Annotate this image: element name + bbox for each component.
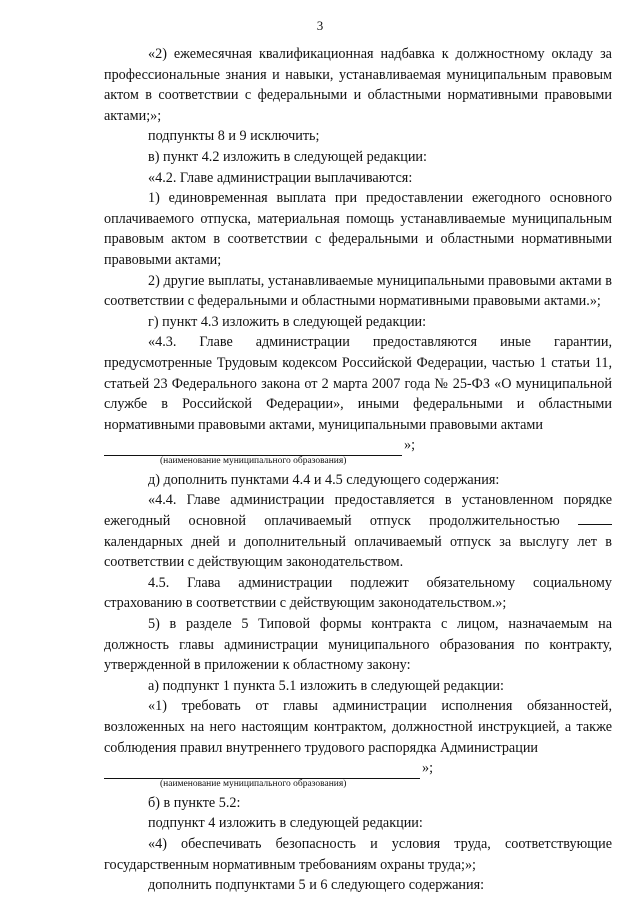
paragraph: «4.2. Главе администрации выплачиваются: bbox=[148, 169, 413, 186]
paragraph: «4.3. Главе администрации предоставляются иные гарантии, предусмотренные Трудовым кодексом Российской Федерации, частью 1 статьи 11, статьей 23 Федерального закона от 2 марта 2007 года № 25-ФЗ «О муниципальной службе в Российской Федерации», иными федеральными и областными нормативными правовыми актами, муниципальными правовыми актами bbox=[104, 334, 612, 433]
paragraph: в) пункт 4.2 изложить в следующей редакции: bbox=[148, 148, 427, 165]
document-body bbox=[104, 44, 612, 896]
paragraph: 2) другие выплаты, устанавливаемые муниципальными правовыми актами в соответствии с федеральными и областными нормативными правовыми актами.»; bbox=[104, 272, 612, 310]
blank-caption: (наименование муниципального образования) bbox=[160, 778, 347, 789]
paragraph: подпункты 8 и 9 исключить; bbox=[148, 128, 320, 145]
blank-tail: »; bbox=[422, 760, 434, 777]
blank-line-municipality bbox=[104, 758, 612, 779]
paragraph: «2) ежемесячная квалификационная надбавка к должностному окладу за профессиональные знания и навыки, устанавливаемая муниципальным правовым актом в соответствии с федеральными и областными нормативными правовыми актами;»; bbox=[104, 46, 612, 124]
blank-caption: (наименование муниципального образования) bbox=[160, 455, 347, 466]
paragraph-part: «4.4. Главе администрации предоставляется в установленном порядке ежегодный основной оплачиваемый отпуск продолжительностью bbox=[104, 492, 612, 530]
blank-days bbox=[578, 512, 612, 525]
paragraph: дополнить подпунктами 5 и 6 следующего содержания: bbox=[148, 877, 485, 894]
blank-underline bbox=[104, 440, 402, 456]
blank-underline bbox=[104, 763, 420, 779]
paragraph: 5) в разделе 5 Типовой формы контракта с лицом, назначаемым на должность главы администрации муниципального образования по контракту, утвержденной в приложении к областному закону: bbox=[104, 616, 612, 674]
paragraph: б) в пункте 5.2: bbox=[148, 794, 241, 811]
paragraph: 1) единовременная выплата при предоставлении ежегодного основного оплачиваемого отпуска, материальная помощь устанавливаемые муниципальным правовым актом в соответствии с федеральными и областными нормативными правовыми актами; bbox=[104, 190, 612, 268]
paragraph-part: календарных дней и дополнительный оплачиваемый отпуск за выслугу лет в соответствии с действующим законодательством. bbox=[104, 533, 612, 571]
page-number: 3 bbox=[316, 18, 324, 33]
paragraph: подпункт 4 изложить в следующей редакции: bbox=[148, 815, 423, 832]
paragraph bbox=[104, 490, 612, 572]
blank-tail: »; bbox=[404, 437, 416, 454]
paragraph: г) пункт 4.3 изложить в следующей редакции: bbox=[148, 313, 427, 330]
paragraph: 4.5. Глава администрации подлежит обязательному социальному страхованию в соответствии с действующим законодательством.»; bbox=[104, 574, 612, 612]
paragraph: д) дополнить пунктами 4.4 и 4.5 следующего содержания: bbox=[148, 471, 500, 488]
paragraph: а) подпункт 1 пункта 5.1 изложить в следующей редакции: bbox=[148, 677, 504, 694]
paragraph: «4) обеспечивать безопасность и условия труда, соответствующие государственным нормативным требованиям охраны труда;»; bbox=[104, 835, 612, 873]
paragraph: «1) требовать от главы администрации исполнения обязанностей, возложенных на него настоящим контрактом, должностной инструкцией, а также соблюдения правил внутреннего трудового распорядка Администрации bbox=[104, 698, 612, 756]
blank-line-municipality bbox=[104, 435, 612, 456]
